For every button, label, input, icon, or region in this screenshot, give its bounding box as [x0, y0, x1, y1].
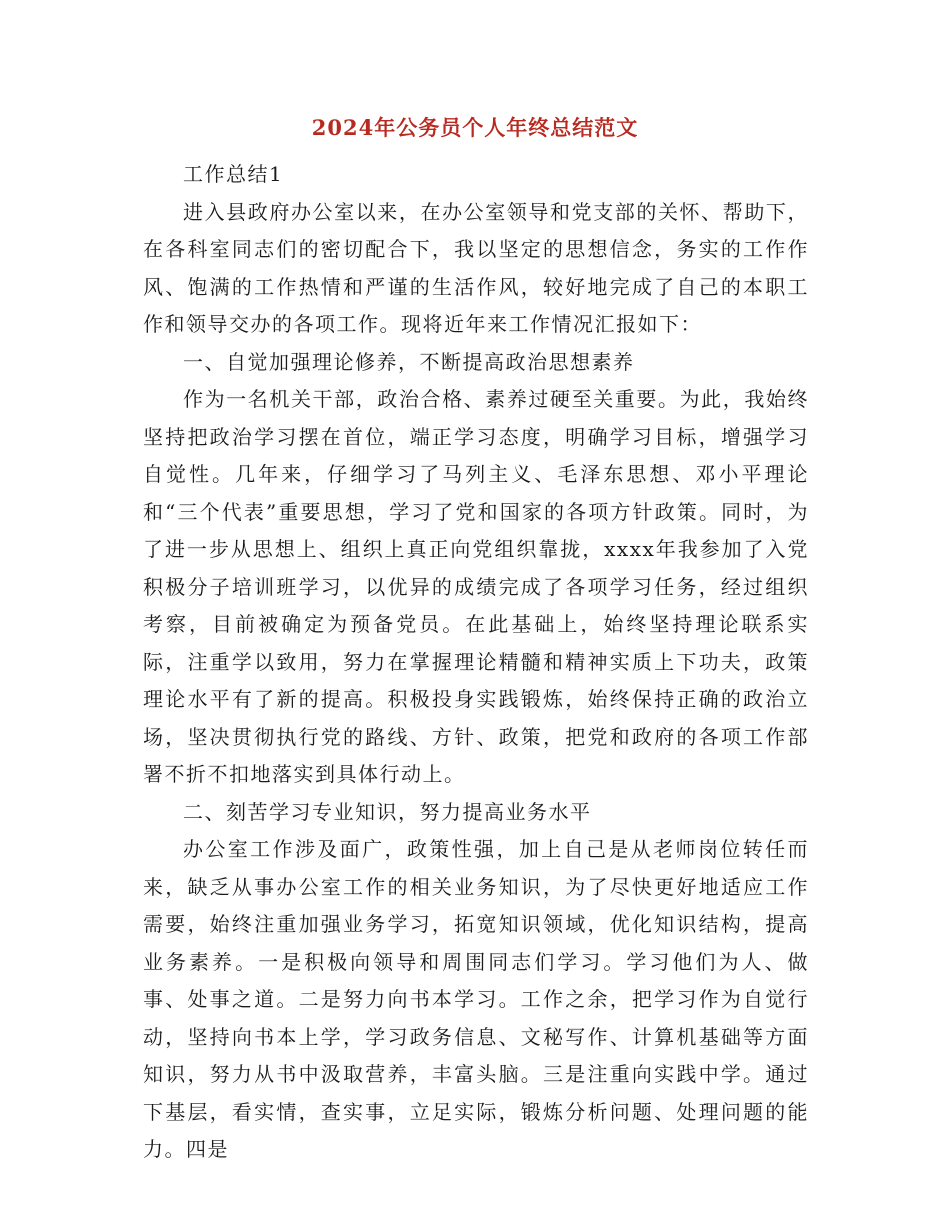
- paragraph: 办公室工作涉及面广，政策性强，加上自己是从老师岗位转任而来，缺乏从事办公室工作的相关业务知识，为了尽快更好地适应工作需要，始终注重加强业务学习，拓宽知识领域，优化知识结构，提高业务素养。一是积极向领导和周围同志们学习。学习他们为人、做事、处事之道。二是努力向书本学习。工作之余，把学习作为自觉行动，坚持向书本上学，学习政务信息、文秘写作、计算机基础等方面知识，努力从书中汲取营养，丰富头脑。三是注重向实践中学。通过下基层，看实情，查实事，立足实际，锻炼分析问题、处理问题的能力。四是: [143, 837, 809, 1161]
- paragraph: 作为一名机关干部，政治合格、素养过硬至关重要。为此，我始终坚持把政治学习摆在首位，端正学习态度，明确学习目标，增强学习自觉性。几年来，仔细学习了马列主义、毛泽东思想、邓小平理论和“三个代表”重要思想，学习了党和国家的各项方针政策。同时，为了进一步从思想上、组织上真正向党组织靠拢，xxxx年我参加了入党积极分子培训班学习，以优异的成绩完成了各项学习任务，经过组织考察，目前被确定为预备党员。在此基础上，始终坚持理论联系实际，注重学以致用，努力在掌握理论精髓和精神实质上下功夫，政策理论水平有了新的提高。积极投身实践锻炼，始终保持正确的政治立场，坚决贯彻执行党的路线、方针、政策，把党和政府的各项工作部署不折不扣地落实到具体行动上。: [143, 387, 809, 786]
- section-heading: 二、刻苦学习专业知识，努力提高业务水平: [183, 799, 592, 824]
- section-heading: 工作总结1: [183, 162, 284, 186]
- paragraph: 进入县政府办公室以来，在办公室领导和党支部的关怀、帮助下，在各科室同志们的密切配合下，我以坚定的思想信念，务实的工作作风、饱满的工作热情和严谨的生活作风，较好地完成了自己的本职工作和领导交办的各项工作。现将近年来工作情况汇报如下：: [143, 199, 809, 336]
- document-title: 2024年公务员个人年终总结范文: [311, 115, 639, 140]
- section-heading: 一、自觉加强理论修养，不断提高政治思想素养: [183, 349, 635, 374]
- document-body: [143, 156, 809, 1169]
